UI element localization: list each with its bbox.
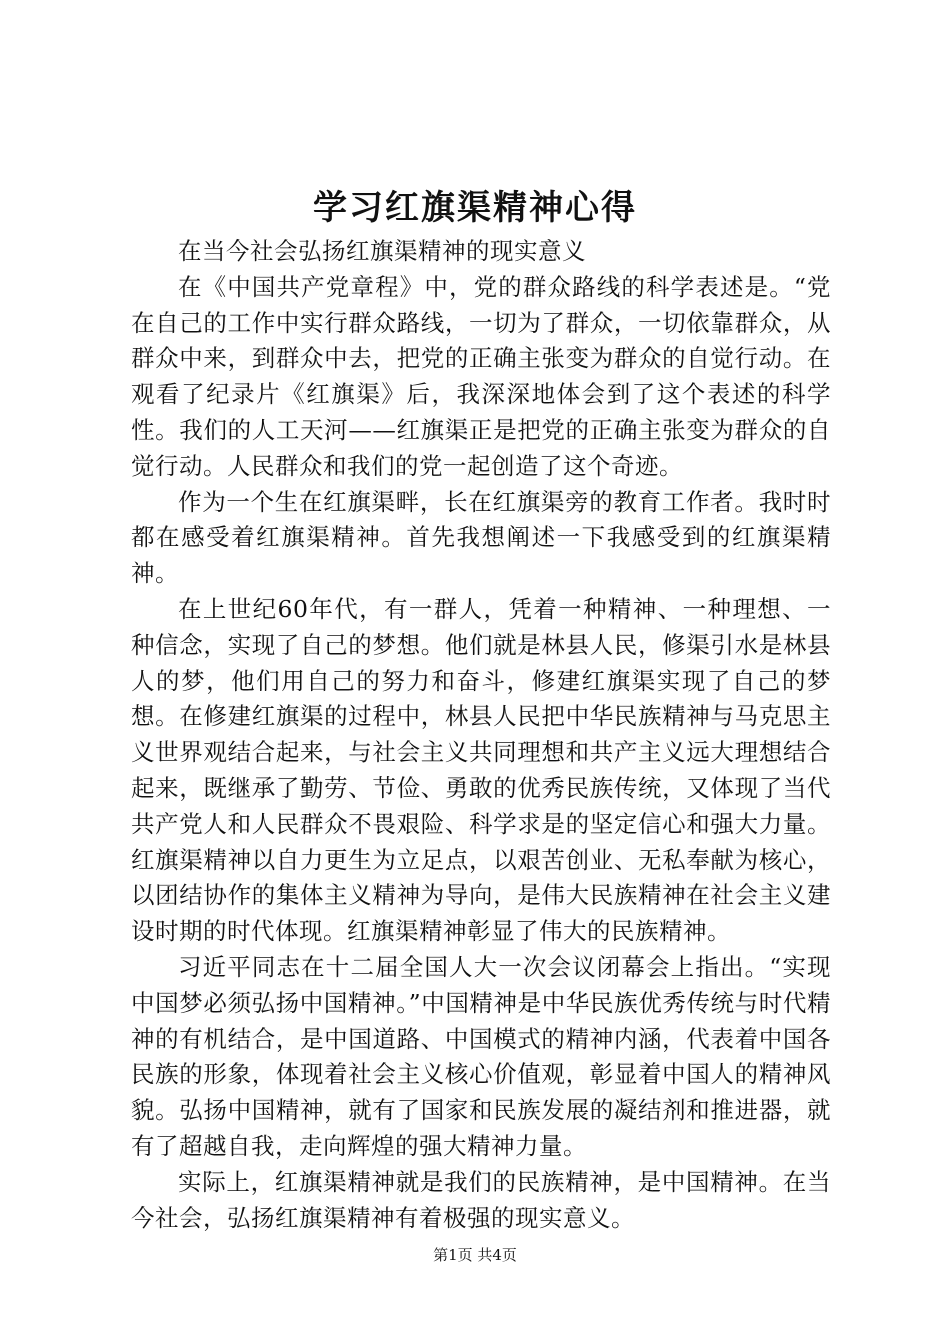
document-body xyxy=(131,234,831,1236)
paragraph: 在《中国共产党章程》中，党的群众路线的科学表述是。“党在自己的工作中实行群众路线，一切为了群众，一切依靠群众，从群众中来，到群众中去，把党的正确主张变为群众的自觉行动。在观看了纪录片《红旗渠》后，我深深地体会到了这个表述的科学性。我们的人工天河——红旗渠正是把党的正确主张变为群众的自觉行动。人民群众和我们的党一起创造了这个奇迹。 xyxy=(131,272,831,480)
document-title: 学习红旗渠精神心得 xyxy=(313,188,637,228)
paragraph: 习近平同志在十二届全国人大一次会议闭幕会上指出。“实现中国梦必须弘扬中国精神。”中国精神是中华民族优秀传统与时代精神的有机结合，是中国道路、中国模式的精神内涵，代表着中国各民族的形象，体现着社会主义核心价值观，彰显着中国人的精神风貌。弘扬中国精神，就有了国家和民族发展的凝结剂和推进器，就有了超越自我，走向辉煌的强大精神力量。 xyxy=(131,952,831,1160)
paragraph: 作为一个生在红旗渠畔，长在红旗渠旁的教育工作者。我时时都在感受着红旗渠精神。首先我想阐述一下我感受到的红旗渠精神。 xyxy=(131,487,831,588)
paragraph: 在上世纪60年代，有一群人，凭着一种精神、一种理想、一种信念，实现了自己的梦想。他们就是林县人民，修渠引水是林县人的梦，他们用自己的努力和奋斗，修建红旗渠实现了自己的梦想。在修建红旗渠的过程中，林县人民把中华民族精神与马克思主义世界观结合起来，与社会主义共同理想和共产主义远大理想结合起来，既继承了勤劳、节俭、勇敢的优秀民族传统，又体现了当代共产党人和人民群众不畏艰险、科学求是的坚定信心和强大力量。红旗渠精神以自力更生为立足点，以艰苦创业、无私奉献为核心，以团结协作的集体主义精神为导向，是伟大民族精神在社会主义建设时期的时代体现。红旗渠精神彰显了伟大的民族精神。 xyxy=(131,594,831,946)
page-footer: 第1页 共4页 xyxy=(433,1246,517,1264)
paragraph-subtitle: 在当今社会弘扬红旗渠精神的现实意义 xyxy=(178,237,586,265)
paragraph: 实际上，红旗渠精神就是我们的民族精神，是中国精神。在当今社会，弘扬红旗渠精神有着极强的现实意义。 xyxy=(131,1167,831,1232)
